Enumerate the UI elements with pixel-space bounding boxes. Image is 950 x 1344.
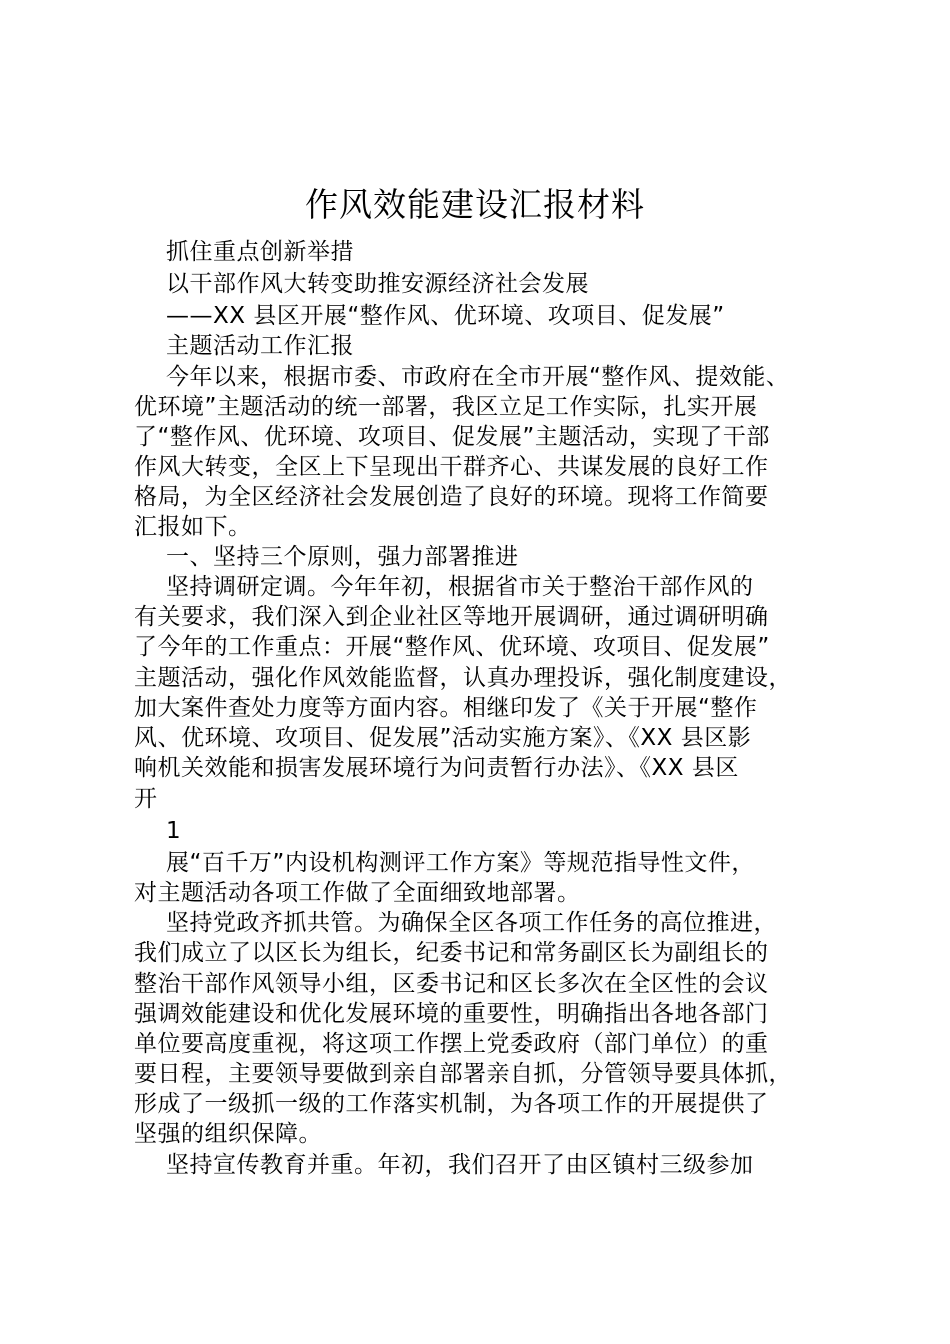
text-line: 坚持调研定调。今年年初，根据省市关于整治干部作风的	[166, 574, 754, 600]
text-line: 优环境”主题活动的统一部署，我区立足工作实际，扎实开展	[134, 394, 758, 420]
text-line: 坚持党政齐抓共管。为确保全区各项工作任务的高位推进，	[166, 910, 777, 936]
text-line: 以干部作风大转变助推安源经济社会发展	[166, 271, 589, 297]
text-line: 要日程，主要领导要做到亲自部署亲自抓，分管领导要具体抓，	[134, 1061, 792, 1087]
text-line: 了今年的工作重点：开展“整作风、优环境、攻项目、促发展”	[134, 634, 770, 660]
text-line: 开	[134, 786, 158, 812]
text-line: 单位要高度重视，将这项工作摆上党委政府（部门单位）的重	[134, 1031, 769, 1057]
text-line: ——XX 县区开展“整作风、优环境、攻项目、促发展”	[166, 303, 725, 329]
text-line: 作风大转变，全区上下呈现出干群齐心、共谋发展的良好工作	[134, 454, 769, 480]
text-line: 整治干部作风领导小组，区委书记和区长多次在全区性的会议	[134, 971, 769, 997]
text-line: 响机关效能和损害发展环境行为问责暂行办法》、《XX 县区	[134, 755, 739, 781]
text-line: 格局，为全区经济社会发展创造了良好的环境。现将工作简要	[134, 484, 769, 510]
text-line: 对主题活动各项工作做了全面细致地部署。	[134, 880, 581, 906]
text-line: 我们成立了以区长为组长，纪委书记和常务副区长为副组长的	[134, 940, 769, 966]
text-line: 加大案件查处力度等方面内容。相继印发了《关于开展“整作	[134, 695, 758, 721]
text-line: 今年以来，根据市委、市政府在全市开展“整作风、提效能、	[166, 364, 790, 390]
text-line: 形成了一级抓一级的工作落实机制，为各项工作的开展提供了	[134, 1091, 769, 1117]
text-line: 坚强的组织保障。	[134, 1121, 322, 1147]
text-line: 有关要求，我们深入到企业社区等地开展调研，通过调研明确	[134, 604, 769, 630]
text-line: 了“整作风、优环境、攻项目、促发展”主题活动，实现了干部	[134, 424, 770, 450]
text-line: 坚持宣传教育并重。年初，我们召开了由区镇村三级参加	[166, 1152, 754, 1178]
text-line: 主题活动，强化作风效能监督，认真办理投诉，强化制度建设，	[134, 665, 792, 691]
document-title: 作风效能建设汇报材料	[305, 185, 645, 224]
text-line: 主题活动工作汇报	[166, 333, 354, 359]
text-line: 强调效能建设和优化发展环境的重要性，明确指出各地各部门	[134, 1001, 769, 1027]
text-line: 抓住重点创新举措	[166, 239, 354, 265]
page-number: 1	[166, 818, 182, 844]
text-line: 风、优环境、攻项目、促发展”活动实施方案》、《XX 县区影	[134, 725, 752, 751]
text-line: 汇报如下。	[134, 514, 252, 540]
section-heading: 一、坚持三个原则，强力部署推进	[166, 544, 519, 570]
text-line: 展“百千万”内设机构测评工作方案》等规范指导性文件，	[166, 850, 755, 876]
